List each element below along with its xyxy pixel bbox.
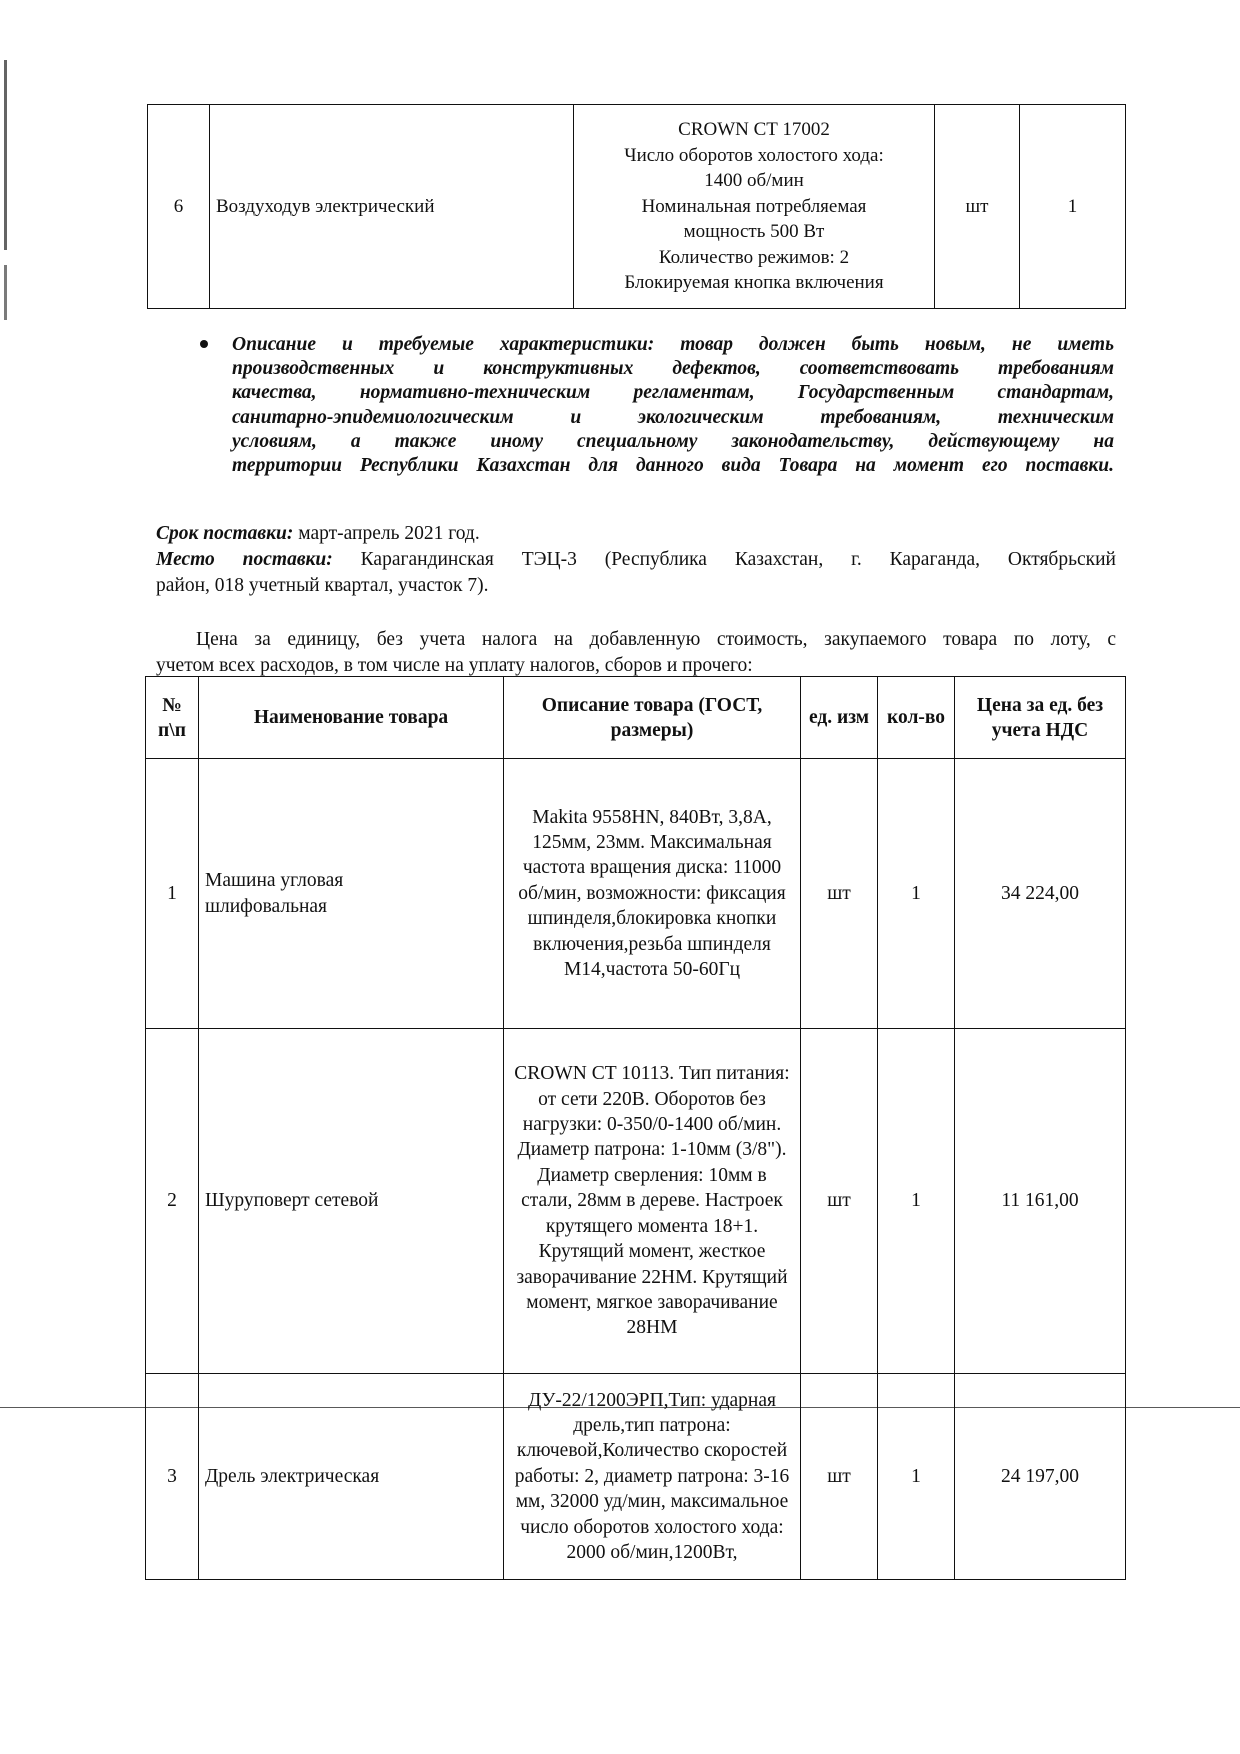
- delivery-place-value-cont: район, 018 учетный квартал, участок 7).: [156, 574, 489, 596]
- description-line: Количество режимов: 2: [658, 246, 850, 268]
- row-number: 3: [146, 1374, 199, 1580]
- quantity: 1: [878, 759, 955, 1029]
- unit-price: 11 161,00: [955, 1029, 1126, 1374]
- product-name: Шуруповерт сетевой: [199, 1029, 504, 1374]
- row-number: 6: [148, 105, 210, 309]
- delivery-place-value: Карагандинская ТЭЦ-3 (Республика Казахстан, г. Караганда, Октябрьский: [332, 549, 1116, 570]
- delivery-place: [156, 547, 1116, 598]
- product-description: CROWN CT 10113. Тип питания: от сети 220В. Оборотов без нагрузки: 0-350/0-1400 об/мин. Диаметр патрона: 1-10мм (3/8"). Диаметр сверления: 10мм в стали, 28мм в дереве. Настроек крутящего момента 18+1. Крутящий момент, жесткое заворачивание 22НМ. Крутящий момент, мягкое заворачивание 28НМ: [504, 1029, 801, 1374]
- column-header-price: Цена за ед. без учета НДС: [955, 677, 1126, 759]
- delivery-term-value: март-апрель 2021 год.: [293, 523, 480, 544]
- requirements-paragraph: [232, 333, 1114, 478]
- requirements-line: территории Республики Казахстан для данного вида Товара на момент его поставки.: [232, 455, 1114, 477]
- table-row: [148, 105, 1126, 309]
- description-line: Номинальная потребляемая: [641, 195, 867, 217]
- table-row: [146, 1374, 1126, 1580]
- bullet-icon: [200, 340, 208, 348]
- product-description: ДУ-22/1200ЭРП,Тип: ударная дрель,тип патрона: ключевой,Количество скоростей работы: 2, диаметр патрона: 3-16 мм, 32000 уд/мин, максимальное число оборотов холостого хода: 2000 об/мин,1200Вт,: [504, 1374, 801, 1580]
- unit-price: 24 197,00: [955, 1374, 1126, 1580]
- requirements-line: условиям, а также иному специальному законодательству, действующему на: [232, 430, 1114, 452]
- scan-mark: [4, 265, 7, 320]
- column-header-description: Описание товара (ГОСТ, размеры): [504, 677, 801, 759]
- description-line: 1400 об/мин: [704, 170, 804, 192]
- price-intro: [156, 627, 1116, 678]
- description-line: мощность 500 Вт: [683, 221, 825, 243]
- description-line: CROWN CT 17002: [678, 119, 830, 141]
- table-row: [146, 759, 1126, 1029]
- description-line: Блокируемая кнопка включения: [624, 272, 884, 294]
- quantity: 1: [878, 1029, 955, 1374]
- requirements-line: производственных и конструктивных дефектов, соответствовать требованиям: [232, 358, 1114, 380]
- product-description: Makita 9558HN, 840Вт, 3,8А, 125мм, 23мм. Максимальная частота вращения диска: 11000 об/мин, возможности: фиксация шпинделя,блокировка кнопки включения,резьба шпинделя М14,частота 50-60Гц: [504, 759, 801, 1029]
- row-number: 1: [146, 759, 199, 1029]
- unit-of-measure: шт: [801, 1029, 878, 1374]
- price-table: [145, 676, 1126, 1580]
- description-line: Число оборотов холостого хода:: [624, 144, 884, 166]
- unit-of-measure: шт: [801, 759, 878, 1029]
- product-name: Воздуходув электрический: [210, 105, 574, 309]
- delivery-term: [156, 521, 1116, 547]
- unit-price: 34 224,00: [955, 759, 1126, 1029]
- requirements-line: качества, нормативно-техническим регламентам, Государственным стандартам,: [232, 382, 1114, 404]
- product-name: Машина угловая шлифовальная: [199, 759, 504, 1029]
- price-intro-line: Цена за единицу, без учета налога на добавленную стоимость, закупаемого товара по лоту, с: [196, 629, 1116, 650]
- price-intro-line: учетом всех расходов, в том числе на уплату налогов, сборов и прочего:: [156, 654, 753, 676]
- column-header-unit: ед. изм: [801, 677, 878, 759]
- table-row: [146, 1029, 1126, 1374]
- requirements-line: Описание и требуемые характеристики: товар должен быть новым, не иметь: [232, 334, 1114, 355]
- product-description: [574, 105, 935, 309]
- quantity: 1: [1020, 105, 1126, 309]
- continued-table: [147, 104, 1126, 309]
- unit-of-measure: шт: [801, 1374, 878, 1580]
- delivery-term-label: Срок поставки:: [156, 523, 294, 544]
- unit-of-measure: шт: [935, 105, 1020, 309]
- quantity: 1: [878, 1374, 955, 1580]
- column-header-number: № п\п: [146, 677, 199, 759]
- scan-mark: [4, 60, 7, 250]
- product-name: Дрель электрическая: [199, 1374, 504, 1580]
- column-header-name: Наименование товара: [199, 677, 504, 759]
- table-header-row: [146, 677, 1126, 759]
- column-header-quantity: кол-во: [878, 677, 955, 759]
- requirements-line: санитарно-эпидемиологическим и экологическим требованиям, техническим: [232, 406, 1114, 428]
- row-number: 2: [146, 1029, 199, 1374]
- delivery-place-label: Место поставки:: [156, 549, 333, 570]
